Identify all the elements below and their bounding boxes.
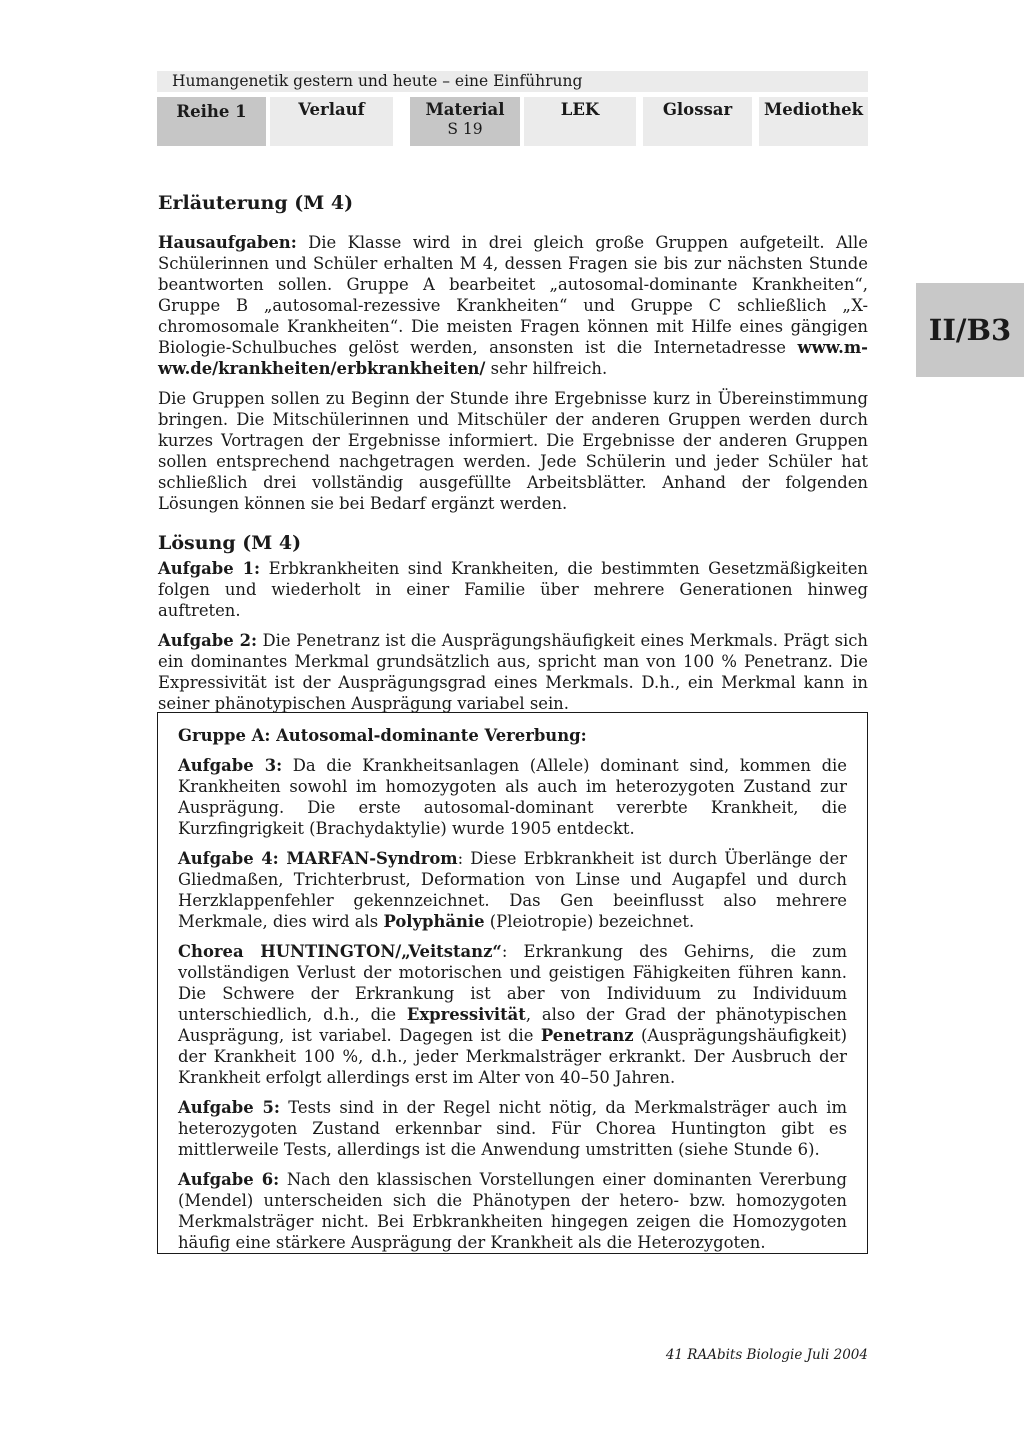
text-aufgabe-4: : Diese Erbkrankheit ist durch Überlänge der Gliedmaßen, Trichterbrust, Deformation von Linse und Augapfel und durch Herzklappenfehler gekennzeichnet. Das Gen beeinflusst also mehrere Merkmale, dies wird als <box>178 849 847 931</box>
text-chorea-2: , also der Grad der phänotypischen Ausprägung, ist variabel. Dagegen ist die <box>178 1005 847 1045</box>
tab-lek-label: LEK <box>560 100 600 119</box>
text-hausaufgaben-end: sehr hilfreich. <box>485 359 608 378</box>
footer-citation: 41 RAAbits Biologie Juli 2004 <box>665 1347 868 1363</box>
text-hausaufgaben: Die Klasse wird in drei gleich große Gruppen aufgeteilt. Alle Schülerinnen und Schüler erhalten M 4, dessen Fragen sie bis zur nächsten Stunde beantworten sollen. Gruppe A bearbeitet „autosomal-dominante Krankheiten“, Gruppe B „autosomal-rezessive Krankheiten“ und Gruppe C schließlich „X-chromosomale Krankheiten“. Die meisten Fragen können mit Hilfe eines gängigen Biologie-Schulbuches gelöst werden, ansonsten ist die Internetadresse <box>158 233 868 357</box>
tab-glossar[interactable] <box>643 97 752 146</box>
label-aufgabe-4: Aufgabe 4: MARFAN-Syndrom <box>178 849 458 868</box>
tab-mediothek[interactable] <box>759 97 868 146</box>
label-aufgabe-3: Aufgabe 3: <box>178 756 283 775</box>
term-expressivitaet: Expressivität <box>406 1005 526 1024</box>
text-aufgabe-6: Nach den klassischen Vorstellungen einer dominanten Vererbung (Mendel) unterscheiden sich die Phänotypen der hetero- bzw. homozygoten Merkmalsträger nicht. Bei Erbkrankheiten hingegen zeigen die Homozygoten häufig eine stärkere Ausprägung der Krankheit als die Heterozygoten. <box>178 1170 847 1252</box>
tab-material[interactable] <box>410 97 520 146</box>
tab-verlauf-label: Verlauf <box>298 100 365 119</box>
paragraph-aufgabe-4 <box>178 848 847 932</box>
paragraph-hausaufgaben <box>158 232 868 379</box>
text-aufgabe-1: Erbkrankheiten sind Krankheiten, die bestimmten Gesetzmäßigkeiten folgen und wiederholt in einer Familie über mehrere Generationen hinweg auftreten. <box>158 559 868 620</box>
gruppe-a-box <box>157 712 868 1254</box>
text-chorea-1: : Erkrankung des Gehirns, die zum vollständigen Verlust der motorischen und geistigen Fähigkeiten führen kann. Die Schwere der Erkrankung ist aber von Individuum zu Individuum unterschiedlich, d.h., die <box>178 942 847 1024</box>
tab-verlauf[interactable] <box>270 97 393 146</box>
label-aufgabe-1: Aufgabe 1: <box>158 559 261 578</box>
tab-reihe[interactable] <box>157 97 266 146</box>
heading-loesung: Lösung (M 4) <box>158 532 302 554</box>
term-polyphaenie: Polyphänie <box>383 912 485 931</box>
section-marker: II/B3 <box>916 283 1024 377</box>
tab-mediothek-label: Mediothek <box>763 100 864 119</box>
label-aufgabe-5: Aufgabe 5: <box>178 1098 280 1117</box>
main-content <box>158 190 868 723</box>
text-aufgabe-3: Da die Krankheitsanlagen (Allele) dominant sind, kommen die Krankheiten sowohl im homozygoten als auch im heterozygoten Zustand zur Ausprägung. Die erste autosomal-dominant vererbte Krankheit, die Kurzfingrigkeit (Brachydaktylie) wurde 1905 entdeckt. <box>178 756 848 838</box>
tab-glossar-label: Glossar <box>662 100 733 119</box>
tab-lek[interactable] <box>524 97 636 146</box>
label-aufgabe-2: Aufgabe 2: <box>158 631 258 650</box>
tab-reihe-label: Reihe 1 <box>176 102 247 121</box>
paragraph-chorea <box>178 941 847 1088</box>
label-aufgabe-6: Aufgabe 6: <box>178 1170 280 1189</box>
term-penetranz: Penetranz <box>540 1026 634 1045</box>
nav-tabs <box>157 97 868 146</box>
paragraph-aufgabe-3 <box>178 755 847 839</box>
text-chorea-3: (Ausprägungshäufigkeit) der Krankheit 100 %, d.h., jeder Merkmalsträger erkrankt. Der Ausbruch der Krankheit erfolgt allerdings erst im Alter von 40–50 Jahren. <box>178 1026 847 1087</box>
tab-material-label: Material <box>425 100 505 119</box>
paragraph-aufgabe-1 <box>158 558 868 621</box>
heading-gruppe-a: Gruppe A: Autosomal-dominante Vererbung: <box>178 726 587 745</box>
paragraph-aufgabe-5 <box>178 1097 847 1160</box>
series-title: Humangenetik gestern und heute – eine Einführung <box>157 71 868 92</box>
label-chorea: Chorea HUNTINGTON/„Veitstanz“ <box>178 942 502 961</box>
link-url[interactable]: www.m-ww.de/krankheiten/erbkrankheiten/ <box>158 338 868 378</box>
text-aufgabe-4-end: (Pleiotropie) bezeichnet. <box>484 912 695 931</box>
text-aufgabe-5: Tests sind in der Regel nicht nötig, da Merkmalsträger auch im heterozygoten Zustand erkennbar sind. Für Chorea Huntington gibt es mittlerweile Tests, allerdings ist die Anwendung umstritten (siehe Stunde 6). <box>178 1098 847 1159</box>
paragraph-aufgabe-2 <box>158 630 868 714</box>
tab-material-page: S 19 <box>447 120 483 138</box>
heading-erlaeuterung: Erläuterung (M 4) <box>158 192 354 214</box>
label-hausaufgaben: Hausaufgaben: <box>158 233 297 252</box>
paragraph-gruppen: Die Gruppen sollen zu Beginn der Stunde ihre Ergebnisse kurz in Übereinstimmung bringen. Die Mitschülerinnen und Mitschüler der anderen Gruppen werden durch kurzes Vortragen der Ergebnisse informiert. Die Ergebnisse der anderen Gruppen sollen entsprechend nachgetragen werden. Jede Schülerin und jeder Schüler hat schließlich drei vollständig ausgefüllte Arbeitsblätter. Anhand der folgenden Lösungen können sie bei Bedarf ergänzt werden. <box>158 389 868 513</box>
paragraph-aufgabe-6 <box>178 1169 847 1253</box>
text-aufgabe-2: Die Penetranz ist die Ausprägungshäufigkeit eines Merkmals. Prägt sich ein dominantes Merkmal grundsätzlich aus, spricht man von 100 % Penetranz. Die Expressivität ist der Ausprägungsgrad eines Merkmals. D.h., ein Merkmal kann in seiner phänotypischen Ausprägung variabel sein. <box>158 631 868 713</box>
